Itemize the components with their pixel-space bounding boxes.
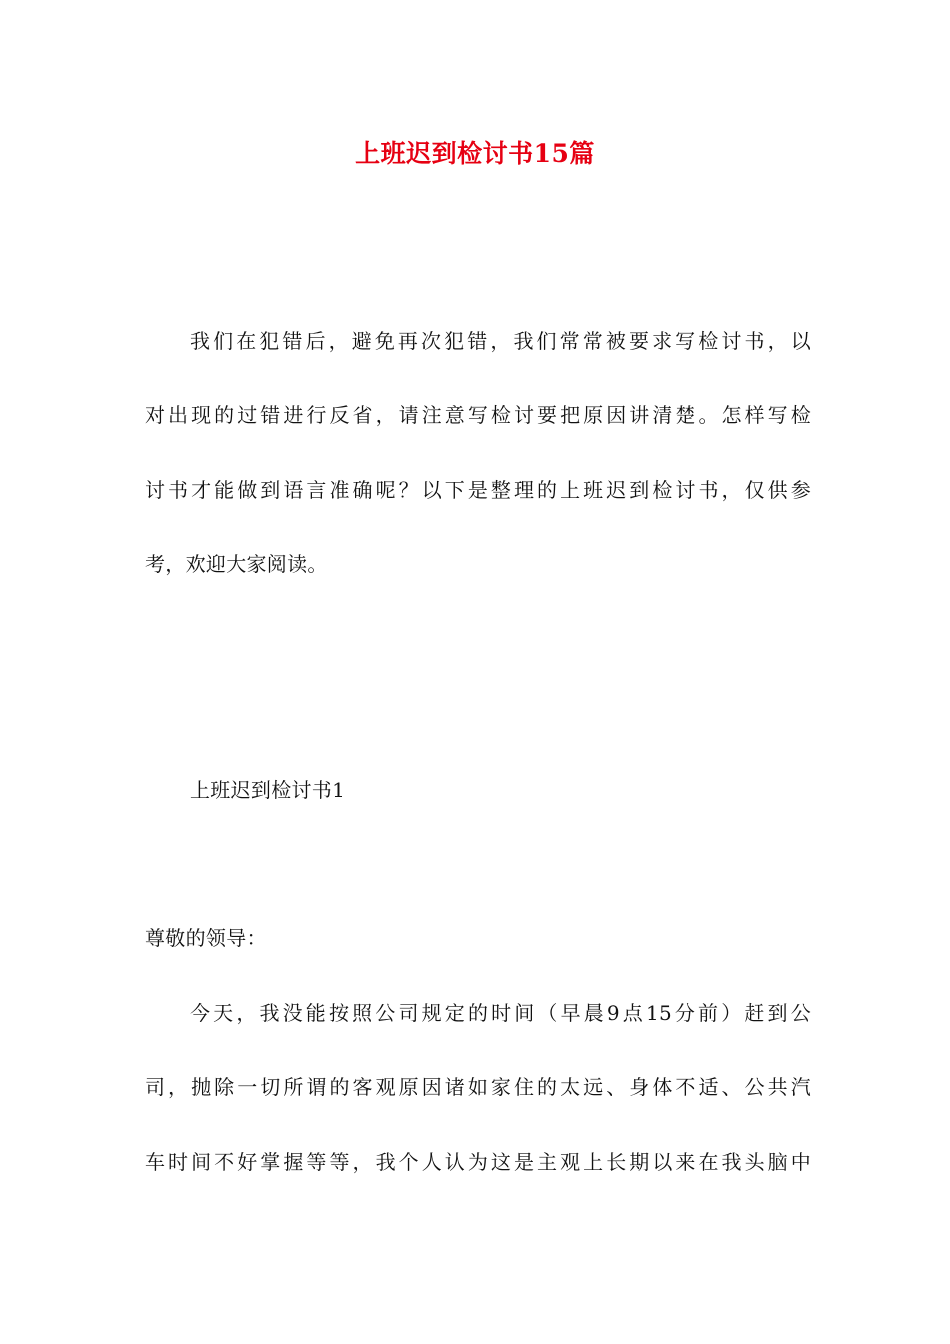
intro-line-2: 对出现的过错进行反省，请注意写检讨要把原因讲清楚。怎样写检	[145, 403, 811, 427]
body-line-2: 司，抛除一切所谓的客观原因诸如家住的太远、身体不适、公共汽	[145, 1075, 811, 1099]
intro-line-3: 讨书才能做到语言准确呢？以下是整理的上班迟到检讨书，仅供参	[145, 478, 811, 502]
intro-line-4: 考，欢迎大家阅读。	[145, 552, 328, 576]
body-line-1: 今天，我没能按照公司规定的时间（早晨9点15分前）赶到公	[190, 1001, 811, 1025]
intro-line-1: 我们在犯错后，避免再次犯错，我们常常被要求写检讨书，以	[190, 329, 811, 353]
document-title: 上班迟到检讨书15篇	[355, 139, 595, 168]
salutation: 尊敬的领导：	[145, 926, 267, 950]
body-line-3: 车时间不好掌握等等，我个人认为这是主观上长期以来在我头脑中	[145, 1150, 811, 1174]
section-heading: 上班迟到检讨书1	[190, 778, 346, 802]
